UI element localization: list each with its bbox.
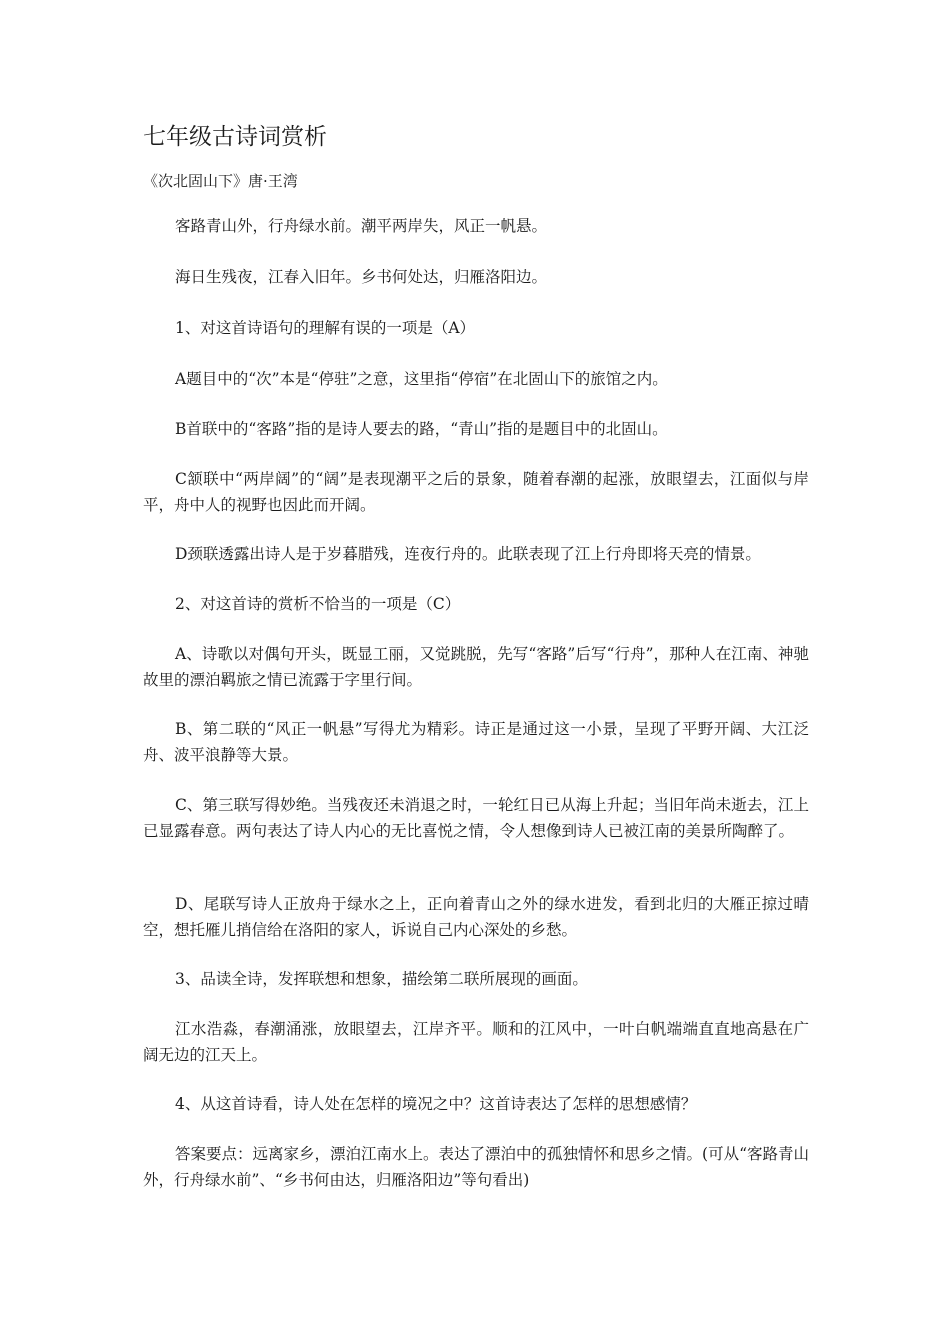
answer-option: A、诗歌以对偶句开头，既显工丽，又觉跳脱，先写“客路”后写“行舟”，那种人在江南、神驰故里的漂泊羁旅之情已流露于字里行间。 — [143, 645, 809, 689]
question-heading: 4、从这首诗看，诗人处在怎样的境况之中？这首诗表达了怎样的思想感情？ — [175, 1095, 697, 1113]
question-heading: 1、对这首诗语句的理解有误的一项是（A） — [175, 319, 476, 337]
poem-title-author: 《次北固山下》唐·王湾 — [143, 172, 298, 190]
answer-option: B、第二联的“风正一帆悬”写得尤为精彩。诗正是通过这一小景，呈现了平野开阔、大江泛舟、波平浪静等大景。 — [143, 720, 809, 764]
question-heading: 3、品读全诗，发挥联想和想象，描绘第二联所展现的画面。 — [175, 970, 588, 988]
answer-option: C、第三联写得妙绝。当残夜还未消退之时，一轮红日已从海上升起；当旧年尚未逝去，江上已显露春意。两句表达了诗人内心的无比喜悦之情，令人想像到诗人已被江南的美景所陶醉了。 — [143, 796, 809, 840]
answer-option: B首联中的“客路”指的是诗人要去的路，“青山”指的是题目中的北固山。 — [175, 420, 668, 438]
answer-option: D、尾联写诗人正放舟于绿水之上，正向着青山之外的绿水进发，看到北归的大雁正掠过晴空，想托雁儿捎信给在洛阳的家人，诉说自己内心深处的乡愁。 — [143, 895, 809, 939]
answer-text: 江水浩淼，春潮涌涨，放眼望去，江岸齐平。顺和的江风中，一叶白帆端端直直地高悬在广阔无边的江天上。 — [143, 1020, 809, 1064]
answer-option: C颔联中“两岸阔”的“阔”是表现潮平之后的景象，随着春潮的起涨，放眼望去，江面似与岸平，舟中人的视野也因此而开阔。 — [143, 470, 809, 514]
answer-option: A题目中的“次”本是“停驻”之意，这里指“停宿”在北固山下的旅馆之内。 — [175, 370, 668, 388]
answer-text: 答案要点：远离家乡，漂泊江南水上。表达了漂泊中的孤独情怀和思乡之情。(可从“客路青山外，行舟绿水前”、“乡书何由达，归雁洛阳边”等句看出) — [143, 1145, 809, 1189]
question-heading: 2、对这首诗的赏析不恰当的一项是（C） — [175, 595, 461, 613]
poem-line: 客路青山外，行舟绿水前。潮平两岸失，风正一帆悬。 — [175, 217, 548, 235]
answer-option: D颈联透露出诗人是于岁暮腊残，连夜行舟的。此联表现了江上行舟即将天亮的情景。 — [175, 545, 761, 563]
document-title: 七年级古诗词赏析 — [143, 124, 327, 150]
poem-line: 海日生残夜，江春入旧年。乡书何处达，归雁洛阳边。 — [175, 268, 548, 286]
